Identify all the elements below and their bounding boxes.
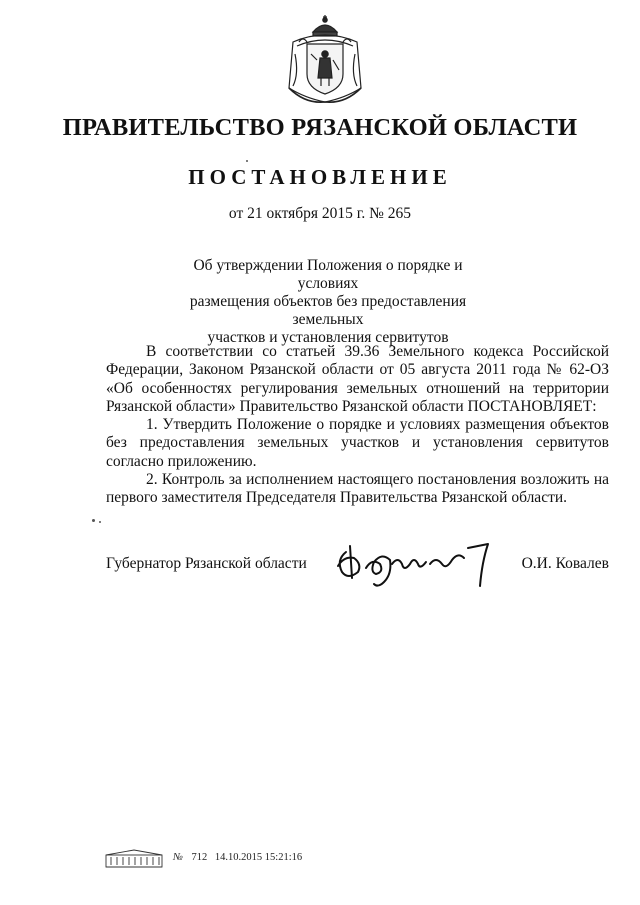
footer-timestamp: 14.10.2015 15:21:16	[214, 852, 303, 863]
building-logo-icon	[105, 849, 163, 869]
subject-line: участков и установления сервитутов	[207, 329, 449, 346]
signature-block	[106, 552, 609, 592]
handwritten-signature	[332, 538, 498, 590]
scan-speck	[92, 519, 95, 522]
footer-number-sign: №	[173, 852, 183, 863]
signatory-title: Губернатор Рязанской области	[106, 555, 307, 572]
item-2-paragraph: 2. Контроль за исполнением настоящего постановления возложить на первого заместителя Председателя Правительства Рязанской области.	[106, 471, 609, 507]
scan-speck	[246, 160, 248, 162]
decree-dateline: от 21 октября 2015 г. № 265	[228, 205, 412, 222]
signatory-name: О.И. Ковалев	[521, 555, 609, 572]
footer-registration	[173, 852, 302, 863]
government-title: ПРАВИТЕЛЬСТВО РЯЗАНСКОЙ ОБЛАСТИ	[62, 114, 578, 141]
subject-line: размещения объектов без предоставления земельных	[189, 293, 467, 328]
subject-line: Об утверждении Положения о порядке и условиях	[193, 257, 463, 292]
scan-speck	[99, 521, 101, 523]
item-1-paragraph: 1. Утвердить Положение о порядке и условиях размещения объектов без предоставления земельных участков и установления сервитутов согласно приложению.	[106, 416, 609, 470]
coat-of-arms-icon	[285, 14, 365, 106]
decree-body	[106, 343, 609, 508]
decree-subject	[168, 257, 488, 347]
document-type: ПОСТАНОВЛЕНИЕ	[188, 165, 452, 189]
preamble-paragraph: В соответствии со статьей 39.36 Земельного кодекса Российской Федерации, Законом Рязанской области от 05 августа 2011 года № 62-ОЗ «Об особенностях регулирования земельных отношений на территории Рязанской области» Правительство Рязанской области ПОСТАНОВЛЯЕТ:	[106, 343, 609, 415]
footer-number: 712	[191, 852, 208, 863]
